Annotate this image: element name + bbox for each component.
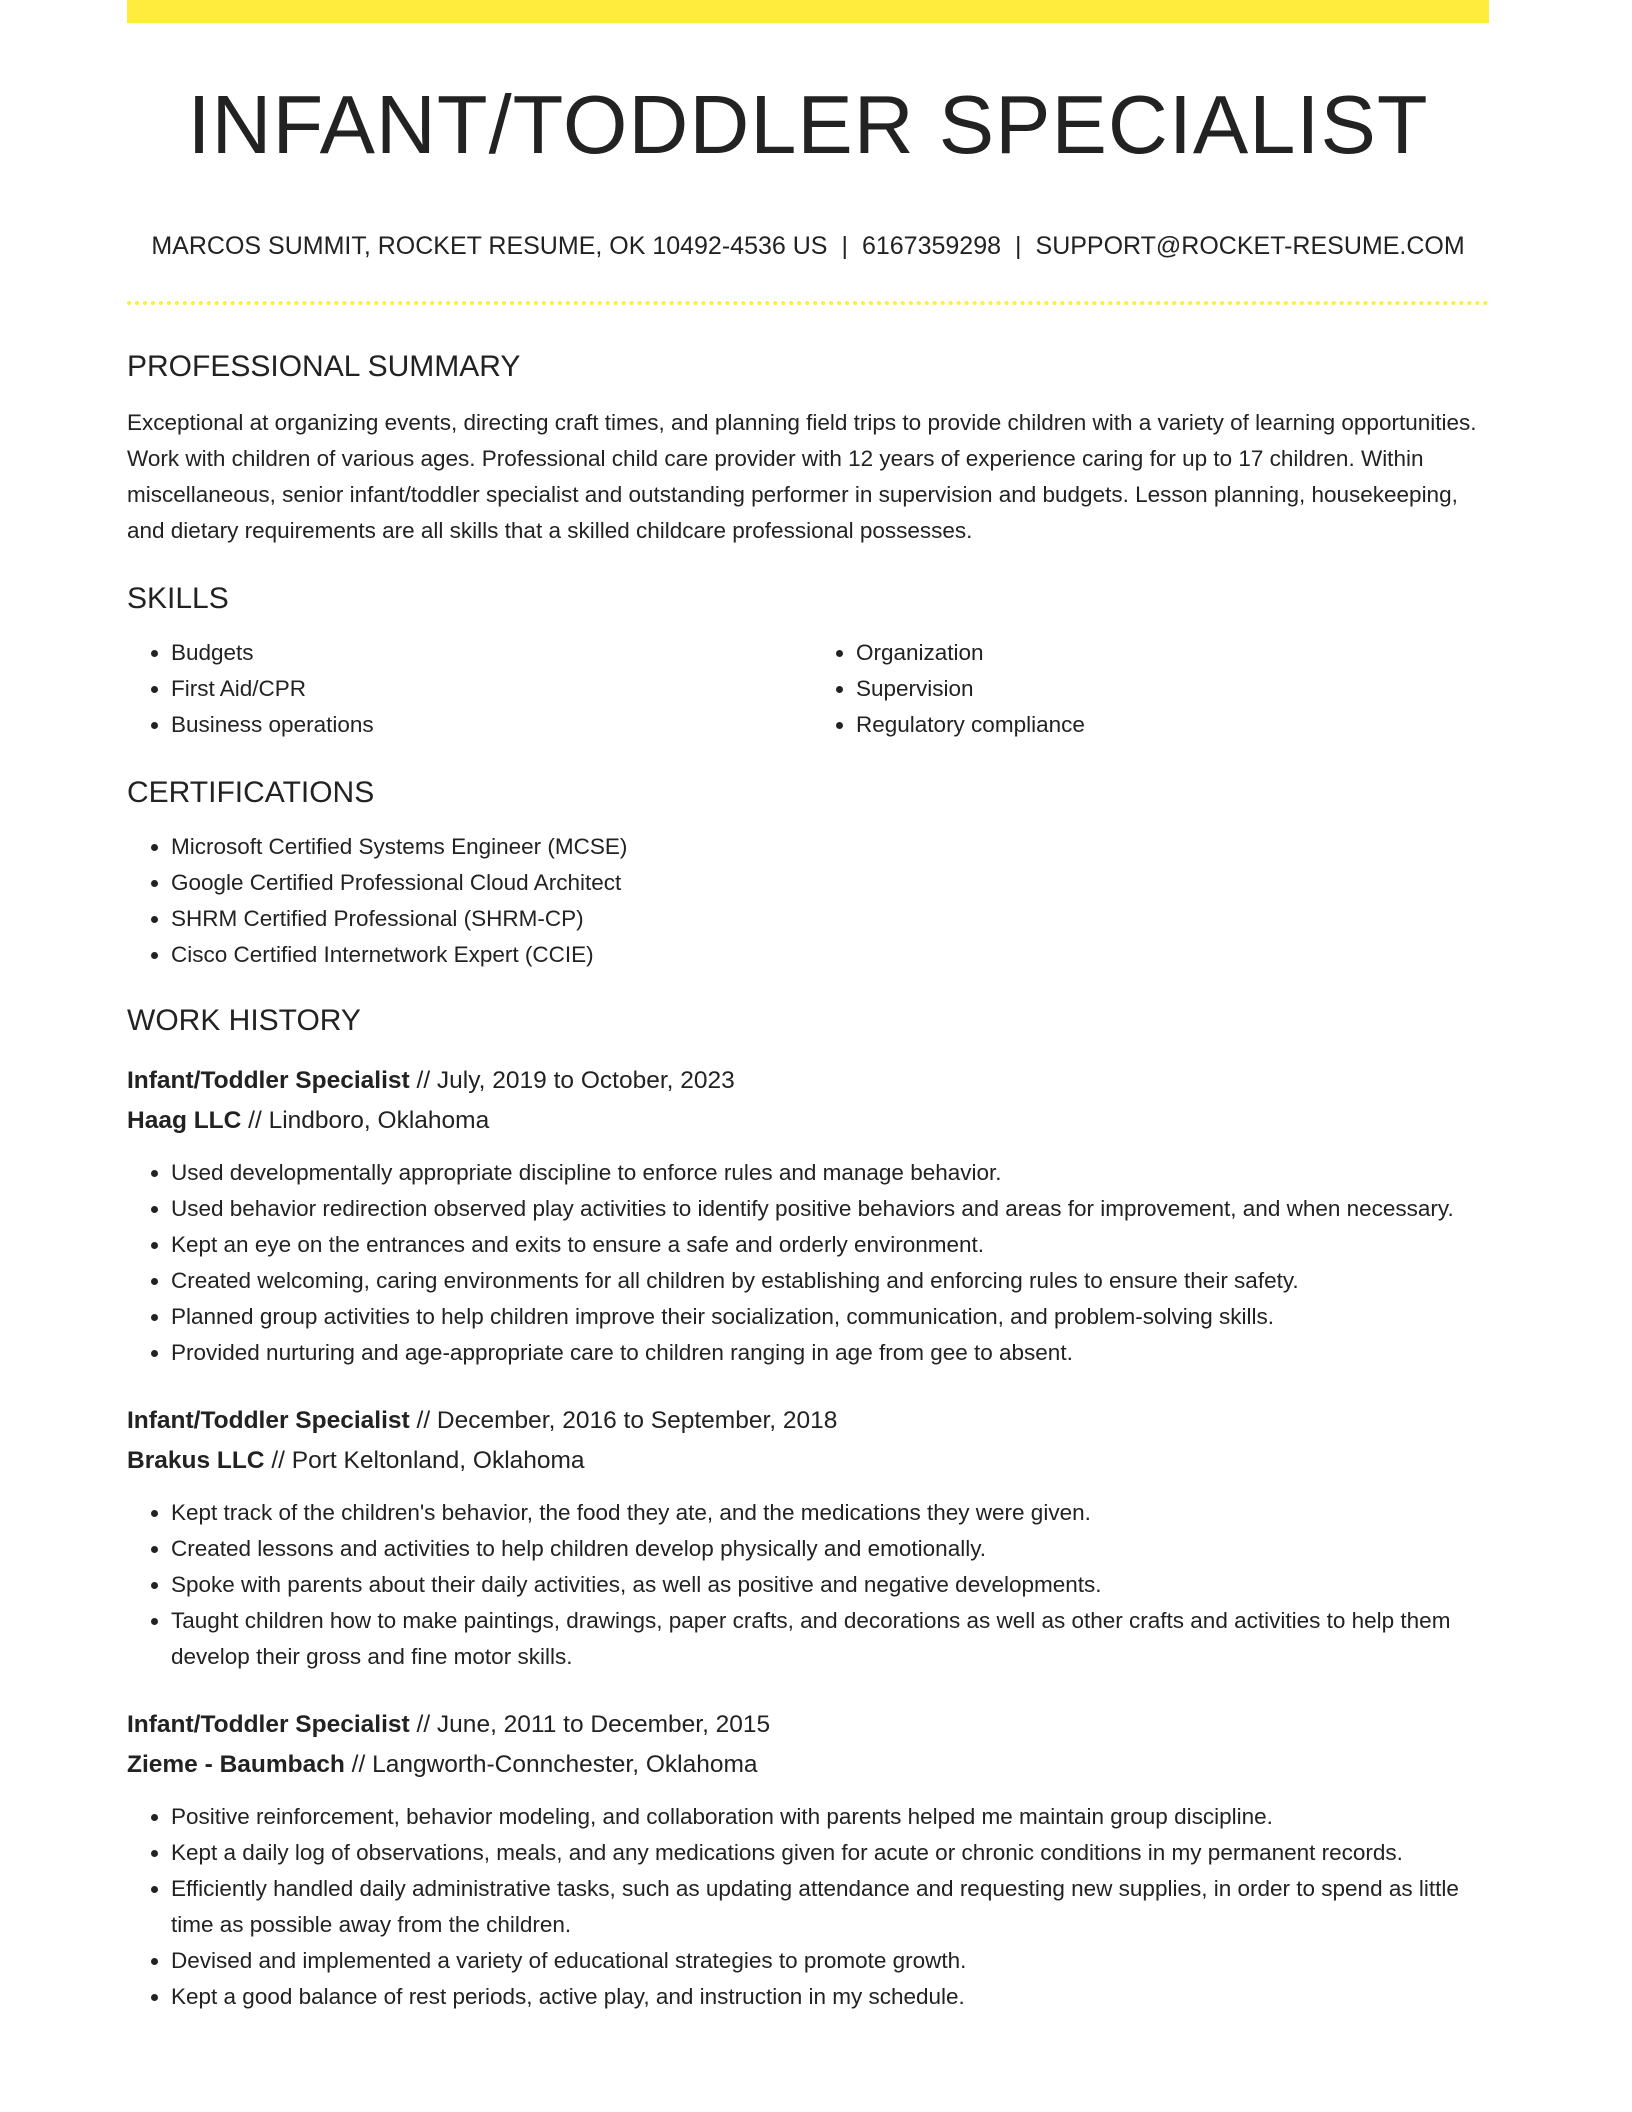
- page-title: INFANT/TODDLER SPECIALIST: [187, 78, 1429, 171]
- section-heading-certifications: CERTIFICATIONS: [127, 776, 375, 809]
- job-bullet: • Devised and implemented a variety of educational strategies to promote growth.: [171, 1943, 1489, 1979]
- section-heading-skills: SKILLS: [127, 582, 229, 615]
- job-bullet: • Taught children how to make paintings, drawings, paper crafts, and decorations as well as other crafts and activities to help them develop their gross and fine motor skills.: [171, 1603, 1489, 1675]
- job-title-line: [127, 1705, 1489, 1745]
- job-title-line: [127, 1401, 1489, 1441]
- job-dates: // June, 2011 to December, 2015: [416, 1711, 771, 1738]
- job-company-line: [127, 1745, 1489, 1785]
- job-bullet: • Efficiently handled daily administrative tasks, such as updating attendance and requesting new supplies, in order to spend as little time as possible away from the children.: [171, 1871, 1489, 1943]
- work-history-section: [127, 1003, 1489, 2015]
- dotted-divider: [127, 301, 1489, 305]
- summary-section: [127, 349, 1489, 549]
- contact-phone: 6167359298: [861, 232, 1002, 260]
- accent-top-bar: [127, 0, 1489, 23]
- skill-item: • Supervision: [856, 671, 1489, 707]
- job-location: // Langworth-Connchester, Oklahoma: [351, 1751, 758, 1778]
- certification-item: • Google Certified Professional Cloud Architect: [171, 865, 1489, 901]
- job-company-line: [127, 1101, 1489, 1141]
- job-company: Brakus LLC: [127, 1447, 265, 1474]
- job-location: // Port Keltonland, Oklahoma: [271, 1447, 585, 1474]
- job-title: Infant/Toddler Specialist: [127, 1711, 410, 1738]
- certification-item: • Microsoft Certified Systems Engineer (MCSE): [171, 829, 1489, 865]
- job-bullet: • Positive reinforcement, behavior modeling, and collaboration with parents helped me maintain group discipline.: [171, 1799, 1489, 1835]
- contact-separator: |: [1015, 232, 1022, 260]
- contact-line: [127, 231, 1489, 261]
- certifications-section: [127, 775, 1489, 973]
- certifications-list: [127, 829, 1489, 973]
- resume-content: [127, 0, 1489, 2015]
- job-bullet: • Created lessons and activities to help children develop physically and emotionally.: [171, 1531, 1489, 1567]
- job-title: Infant/Toddler Specialist: [127, 1407, 410, 1434]
- skills-list-right: [808, 635, 1489, 743]
- job-bullet: • Created welcoming, caring environments for all children by establishing and enforcing rules to ensure their safety.: [171, 1263, 1489, 1299]
- job-bullet: • Kept an eye on the entrances and exits to ensure a safe and orderly environment.: [171, 1227, 1489, 1263]
- job-bullet: • Used behavior redirection observed play activities to identify positive behaviors and areas for improvement, and when necessary.: [171, 1191, 1489, 1227]
- job-bullet: • Used developmentally appropriate discipline to enforce rules and manage behavior.: [171, 1155, 1489, 1191]
- job-entry: [127, 1061, 1489, 1371]
- job-bullets: [127, 1799, 1489, 2015]
- job-company: Haag LLC: [127, 1107, 242, 1134]
- job-title: Infant/Toddler Specialist: [127, 1067, 410, 1094]
- job-bullets: [127, 1155, 1489, 1371]
- skills-grid: [127, 635, 1489, 743]
- job-bullets: [127, 1495, 1489, 1675]
- skill-item: • Budgets: [171, 635, 808, 671]
- skill-item: • Regulatory compliance: [856, 707, 1489, 743]
- job-bullet: • Planned group activities to help children improve their socialization, communication, and problem-solving skills.: [171, 1299, 1489, 1335]
- job-bullet: • Kept a daily log of observations, meals, and any medications given for acute or chronic conditions in my permanent records.: [171, 1835, 1489, 1871]
- section-heading-summary: PROFESSIONAL SUMMARY: [127, 350, 521, 383]
- contact-separator: |: [841, 232, 848, 260]
- certification-item: • Cisco Certified Internetwork Expert (CCIE): [171, 937, 1489, 973]
- skill-item: • First Aid/CPR: [171, 671, 808, 707]
- contact-email: SUPPORT@ROCKET-RESUME.COM: [1035, 232, 1465, 260]
- certification-item: • SHRM Certified Professional (SHRM-CP): [171, 901, 1489, 937]
- skills-section: [127, 581, 1489, 743]
- job-bullet: • Kept a good balance of rest periods, active play, and instruction in my schedule.: [171, 1979, 1489, 2015]
- section-heading-work-history: WORK HISTORY: [127, 1004, 361, 1037]
- job-dates: // July, 2019 to October, 2023: [416, 1067, 735, 1094]
- summary-text: Exceptional at organizing events, directing craft times, and planning field trips to provide children with a variety of learning opportunities. Work with children of various ages. Professional child care provider with 12 years of experience caring for up to 17 children. Within miscellaneous, senior infant/toddler specialist and outstanding performer in supervision and budgets. Lesson planning, housekeeping, and dietary requirements are all skills that a skilled childcare professional possesses.: [127, 410, 1477, 543]
- job-entry: [127, 1705, 1489, 2015]
- job-company: Zieme - Baumbach: [127, 1751, 345, 1778]
- skill-item: • Organization: [856, 635, 1489, 671]
- job-bullet: • Provided nurturing and age-appropriate care to children ranging in age from gee to absent.: [171, 1335, 1489, 1371]
- skill-item: • Business operations: [171, 707, 808, 743]
- job-title-line: [127, 1061, 1489, 1101]
- job-dates: // December, 2016 to September, 2018: [416, 1407, 838, 1434]
- job-entry: [127, 1401, 1489, 1675]
- contact-address: MARCOS SUMMIT, ROCKET RESUME, OK 10492-4536 US: [151, 232, 828, 260]
- job-bullet: • Kept track of the children's behavior, the food they ate, and the medications they were given.: [171, 1495, 1489, 1531]
- job-bullet: • Spoke with parents about their daily activities, as well as positive and negative developments.: [171, 1567, 1489, 1603]
- job-company-line: [127, 1441, 1489, 1481]
- job-location: // Lindboro, Oklahoma: [248, 1107, 490, 1134]
- skills-list-left: [127, 635, 808, 743]
